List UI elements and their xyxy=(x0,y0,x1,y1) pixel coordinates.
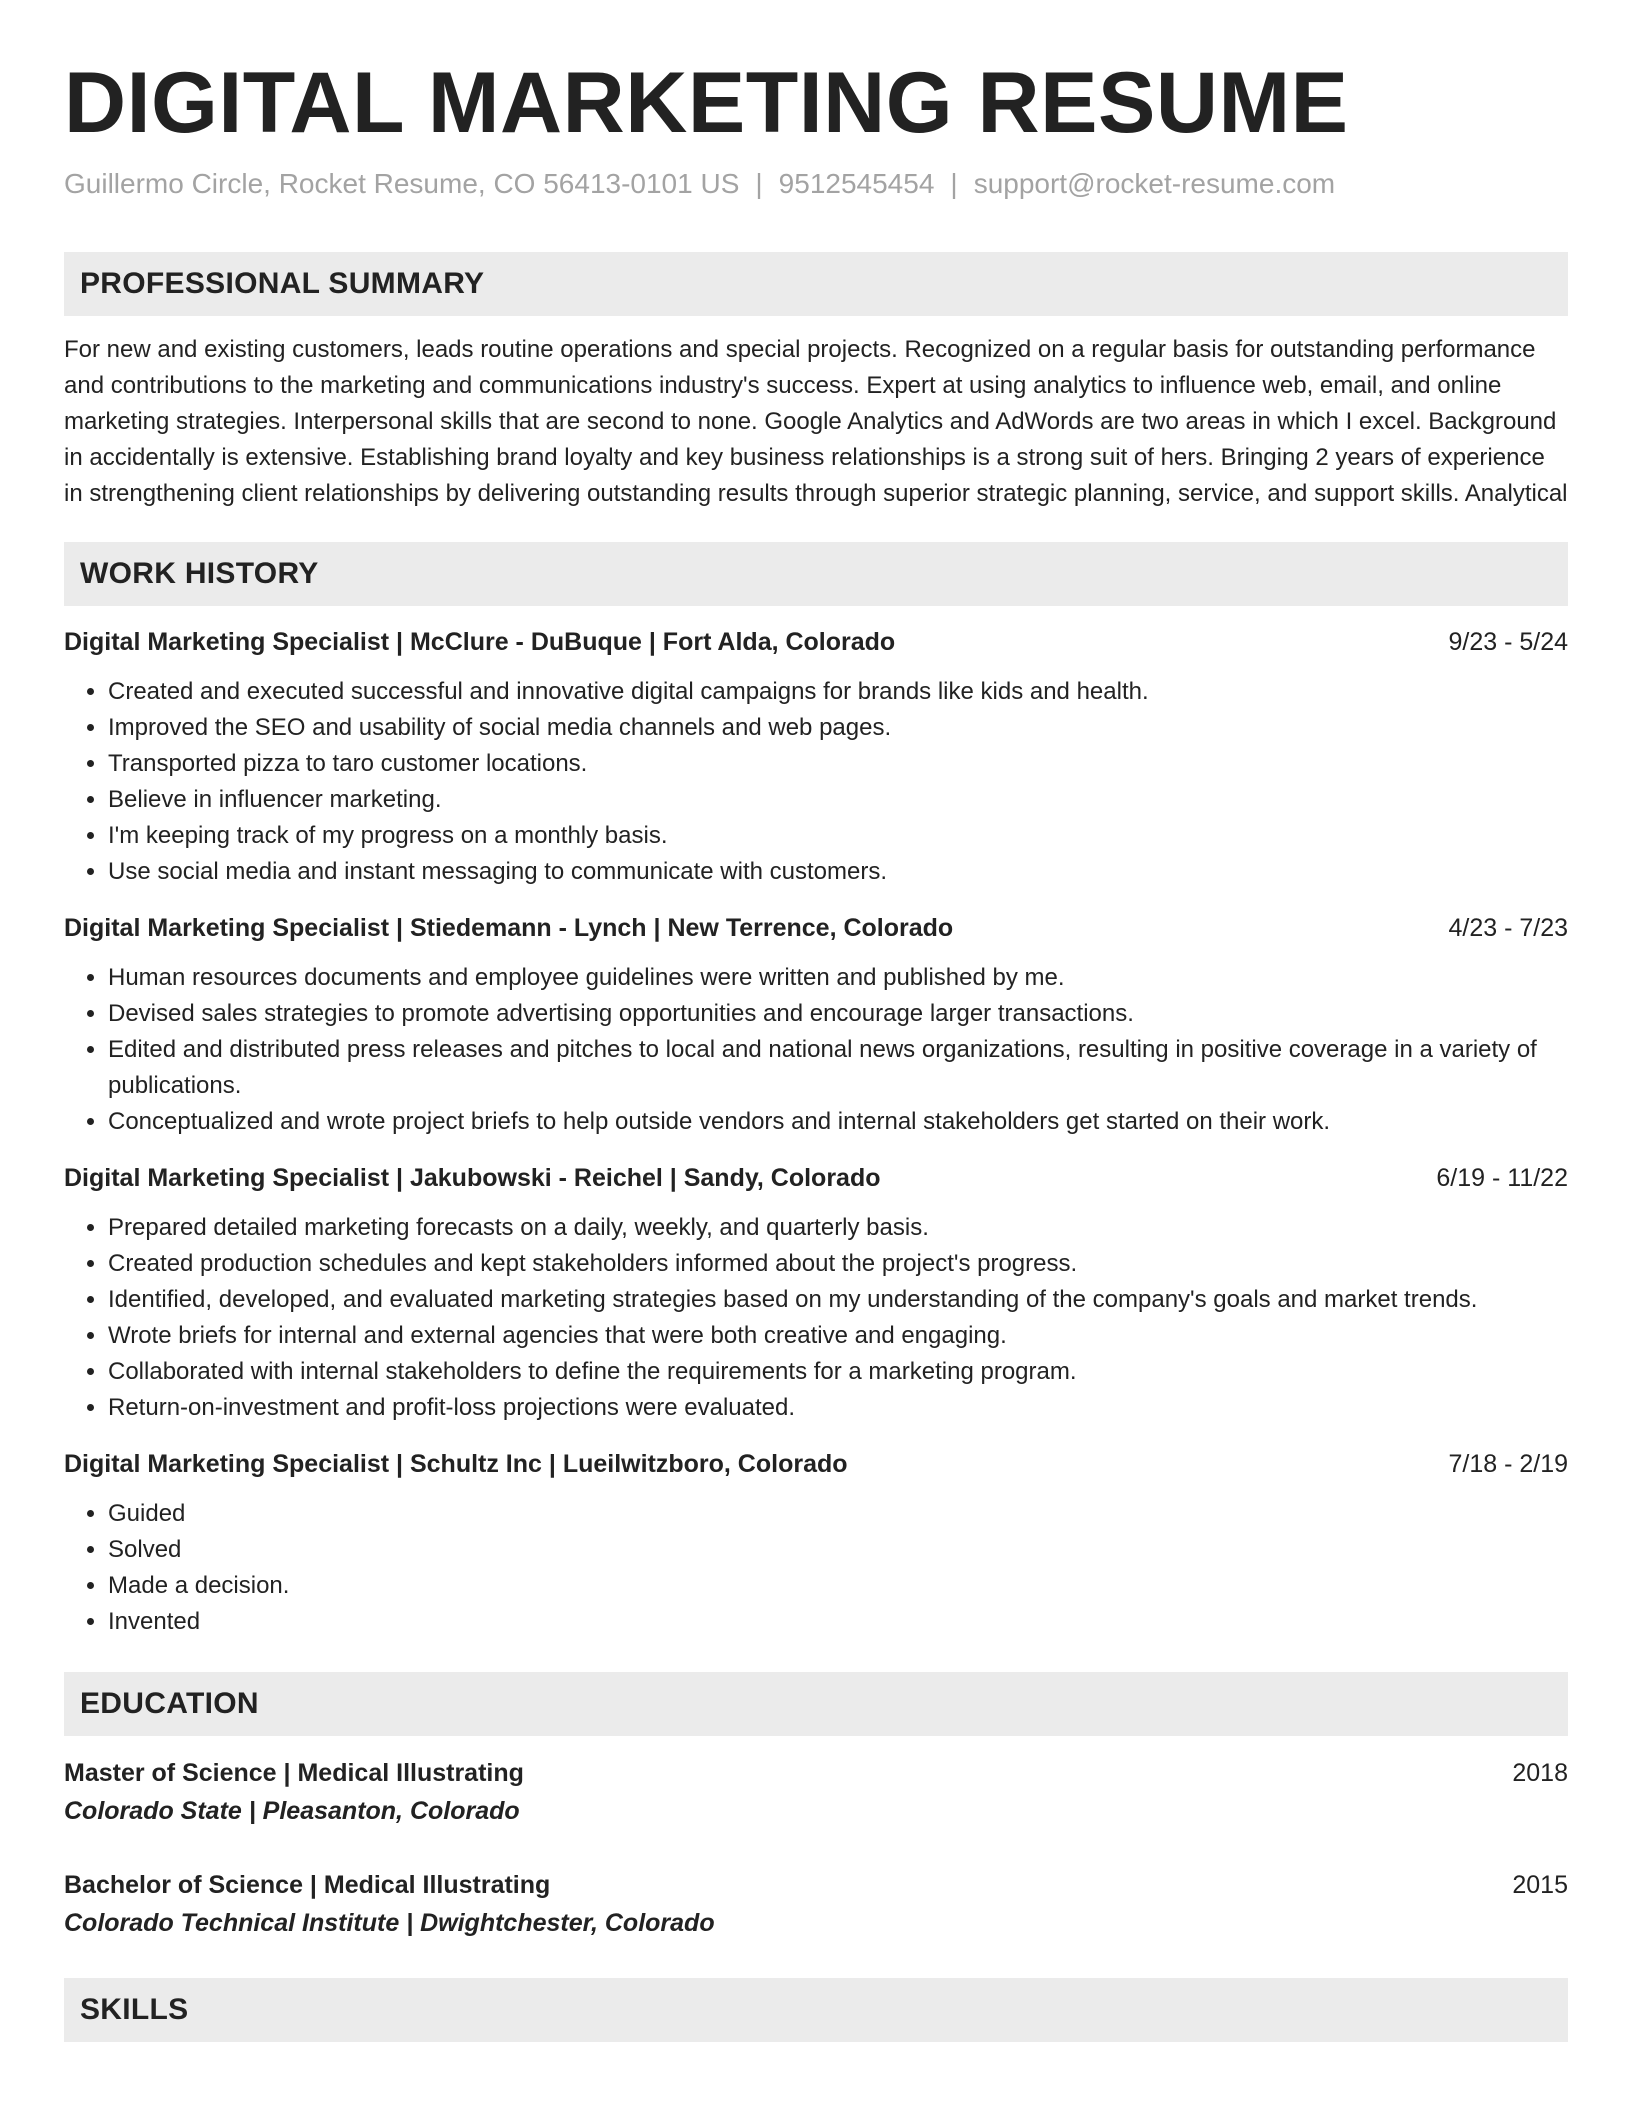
job-dates: 7/18 - 2/19 xyxy=(1448,1450,1568,1479)
summary-section-header: PROFESSIONAL SUMMARY xyxy=(64,252,1568,316)
job-bullets xyxy=(64,1496,1568,1640)
contact-separator: | xyxy=(755,168,763,200)
education-school: Colorado State | Pleasanton, Colorado xyxy=(64,1797,520,1826)
job-bullet: • Conceptualized and wrote project briefs to help outside vendors and internal stakeholders get started on their work. xyxy=(108,1104,1568,1140)
job-bullet: • Identified, developed, and evaluated marketing strategies based on my understanding of the company's goals and market trends. xyxy=(108,1282,1568,1318)
skills-section-header: SKILLS xyxy=(64,1978,1568,2042)
contact-phone: 9512545454 xyxy=(778,168,935,200)
job-bullets xyxy=(64,674,1568,890)
job-title: Digital Marketing Specialist | McClure - DuBuque | Fort Alda, Colorado xyxy=(64,628,896,657)
job-title: Digital Marketing Specialist | Schultz Inc | Lueilwitzboro, Colorado xyxy=(64,1450,848,1479)
job-bullet: • Solved xyxy=(108,1532,1568,1568)
contact-email: support@rocket-resume.com xyxy=(973,168,1336,200)
job-entry xyxy=(64,1446,1568,1640)
job-bullet: • Use social media and instant messaging to communicate with customers. xyxy=(108,854,1568,890)
job-bullet: • Made a decision. xyxy=(108,1568,1568,1604)
job-bullet: • Devised sales strategies to promote advertising opportunities and encourage larger transactions. xyxy=(108,996,1568,1032)
job-bullet: • Edited and distributed press releases and pitches to local and national news organizations, resulting in positive coverage in a variety of publications. xyxy=(108,1032,1568,1104)
job-bullet: • Return-on-investment and profit-loss projections were evaluated. xyxy=(108,1390,1568,1426)
job-bullet: • Guided xyxy=(108,1496,1568,1532)
education-entry xyxy=(64,1866,1568,1942)
job-bullet: • Believe in influencer marketing. xyxy=(108,782,1568,818)
job-entry xyxy=(64,1160,1568,1426)
job-entry xyxy=(64,624,1568,890)
education-year: 2018 xyxy=(1512,1759,1568,1788)
job-bullet: • Wrote briefs for internal and external agencies that were both creative and engaging. xyxy=(108,1318,1568,1354)
job-title: Digital Marketing Specialist | Jakubowski - Reichel | Sandy, Colorado xyxy=(64,1164,881,1193)
education-year: 2015 xyxy=(1512,1871,1568,1900)
education-degree: Master of Science | Medical Illustrating xyxy=(64,1759,524,1788)
education-school: Colorado Technical Institute | Dwightchester, Colorado xyxy=(64,1909,715,1938)
job-entry xyxy=(64,910,1568,1140)
job-bullet: • Collaborated with internal stakeholders to define the requirements for a marketing program. xyxy=(108,1354,1568,1390)
contact-separator: | xyxy=(950,168,958,200)
job-bullet: • Improved the SEO and usability of social media channels and web pages. xyxy=(108,710,1568,746)
education-degree: Bachelor of Science | Medical Illustrating xyxy=(64,1871,551,1900)
job-bullet: • Transported pizza to taro customer locations. xyxy=(108,746,1568,782)
contact-line xyxy=(64,168,1568,200)
resume-title: DIGITAL MARKETING RESUME xyxy=(64,55,1349,151)
job-bullet: • Created and executed successful and innovative digital campaigns for brands like kids and health. xyxy=(108,674,1568,710)
job-bullet: • Human resources documents and employee guidelines were written and published by me. xyxy=(108,960,1568,996)
job-bullet: • Created production schedules and kept stakeholders informed about the project's progress. xyxy=(108,1246,1568,1282)
job-dates: 6/19 - 11/22 xyxy=(1436,1164,1568,1193)
work-history-section-header: WORK HISTORY xyxy=(64,542,1568,606)
job-bullet: • Invented xyxy=(108,1604,1568,1640)
job-bullets xyxy=(64,960,1568,1140)
job-dates: 9/23 - 5/24 xyxy=(1448,628,1568,657)
job-dates: 4/23 - 7/23 xyxy=(1448,914,1568,943)
education-section-header: EDUCATION xyxy=(64,1672,1568,1736)
summary-text: For new and existing customers, leads routine operations and special projects. Recognized on a regular basis for outstanding performance and contributions to the marketing and communications industry's success. Expert at using analytics to influence web, email, and online marketing strategies. Interpersonal skills that are second to none. Google Analytics and AdWords are two areas in which I excel. Background in accidentally is extensive. Establishing brand loyalty and key business relationships is a strong suit of hers. Bringing 2 years of experience in strengthening client relationships by delivering outstanding results through superior strategic planning, service, and support skills. Analytical xyxy=(64,336,1568,508)
education-entry xyxy=(64,1754,1568,1830)
job-bullet: • Prepared detailed marketing forecasts on a daily, weekly, and quarterly basis. xyxy=(108,1210,1568,1246)
contact-address: Guillermo Circle, Rocket Resume, CO 56413-0101 US xyxy=(64,168,740,200)
job-bullets xyxy=(64,1210,1568,1426)
job-title: Digital Marketing Specialist | Stiedemann - Lynch | New Terrence, Colorado xyxy=(64,914,954,943)
job-bullet: • I'm keeping track of my progress on a monthly basis. xyxy=(108,818,1568,854)
